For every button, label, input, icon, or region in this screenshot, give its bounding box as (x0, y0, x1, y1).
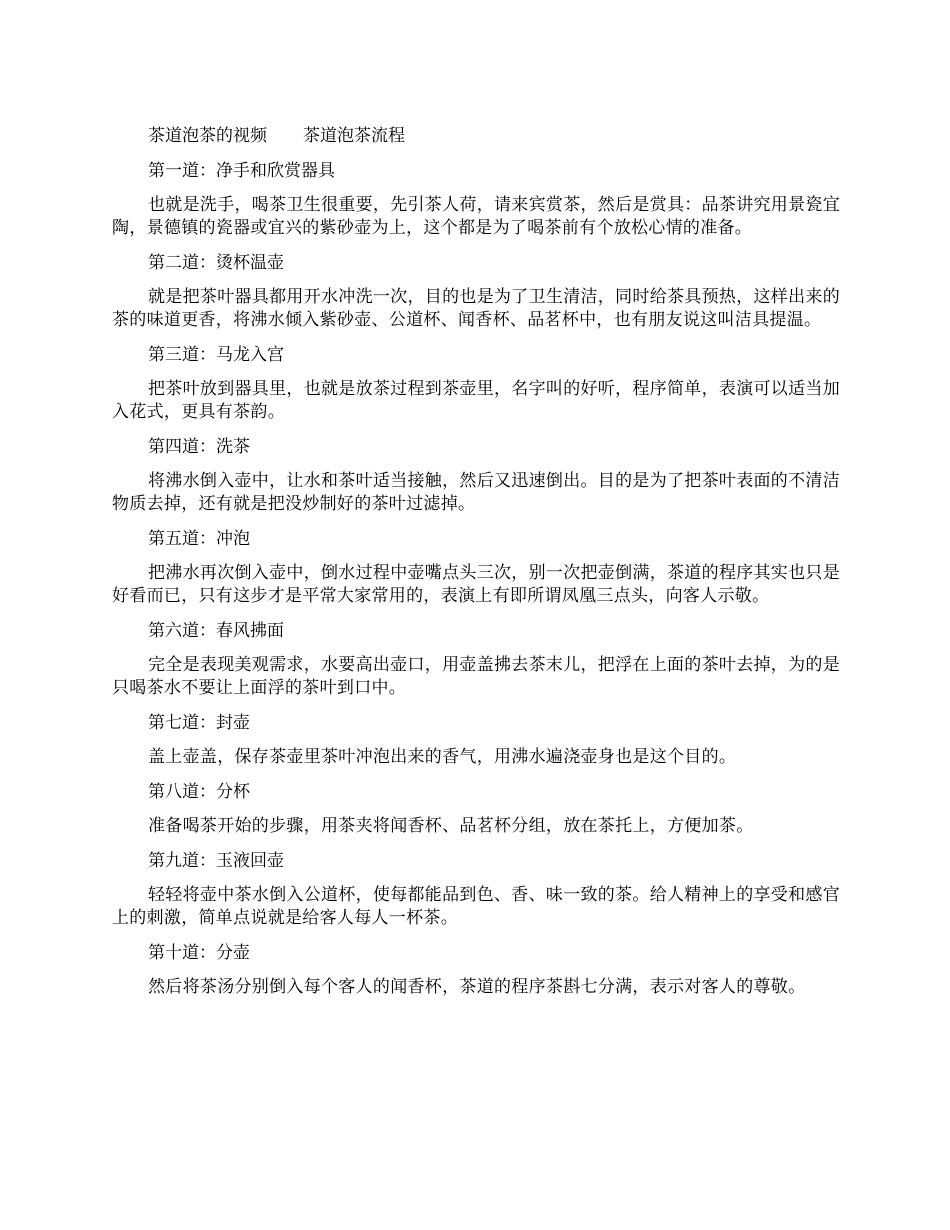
document-title (112, 124, 840, 148)
step-7-heading: 第七道：封壶 (148, 713, 250, 733)
step-9-heading: 第九道：玉液回壶 (148, 851, 284, 871)
title-right: 茶道泡茶流程 (303, 126, 405, 146)
step-6-heading: 第六道：春风拂面 (148, 621, 284, 641)
step-3-heading: 第三道：马龙入宫 (148, 345, 284, 365)
step-10-body: 然后将茶汤分别倒入每个客人的闻香杯，茶道的程序茶斟七分满，表示对客人的尊敬。 (148, 977, 806, 997)
step-8-heading: 第八道：分杯 (148, 782, 250, 802)
step-1-body: 也就是洗手，喝茶卫生很重要，先引茶人荷，请来宾赏茶，然后是赏具：品茶讲究用景瓷宜陶，景德镇的瓷器或宜兴的紫砂壶为上，这个都是为了喝茶前有个放松心情的准备。 (112, 195, 840, 238)
step-3-body: 把茶叶放到器具里，也就是放茶过程到茶壶里，名字叫的好听，程序简单，表演可以适当加入花式，更具有茶韵。 (112, 379, 840, 422)
step-2-body: 就是把茶叶器具都用开水冲洗一次，目的也是为了卫生清洁，同时给茶具预热，这样出来的茶的味道更香，将沸水倾入紫砂壶、公道杯、闻香杯、品茗杯中，也有朋友说这叫洁具提温。 (112, 287, 840, 330)
step-7-body: 盖上壶盖，保存茶壶里茶叶冲泡出来的香气，用沸水遍浇壶身也是这个目的。 (148, 747, 737, 767)
step-1-heading: 第一道：净手和欣赏器具 (148, 161, 335, 181)
title-left: 茶道泡茶的视频 (148, 126, 267, 146)
step-5-body: 把沸水再次倒入壶中，倒水过程中壶嘴点头三次，别一次把壶倒满，茶道的程序其实也只是好看而已，只有这步才是平常大家常用的，表演上有即所谓凤凰三点头，向客人示敬。 (112, 563, 840, 606)
step-4-heading: 第四道：洗茶 (148, 437, 250, 457)
step-4-body: 将沸水倒入壶中，让水和茶叶适当接触，然后又迅速倒出。目的是为了把茶叶表面的不清洁物质去掉，还有就是把没炒制好的茶叶过滤掉。 (112, 471, 840, 514)
step-8-body: 准备喝茶开始的步骤，用茶夹将闻香杯、品茗杯分组，放在茶托上，方便加茶。 (148, 816, 754, 836)
step-5-heading: 第五道：冲泡 (148, 529, 250, 549)
step-2-heading: 第二道：烫杯温壶 (148, 253, 284, 273)
step-10-heading: 第十道：分壶 (148, 943, 250, 963)
step-9-body: 轻轻将壶中茶水倒入公道杯，使每都能品到色、香、味一致的茶。给人精神上的享受和感官上的刺激，简单点说就是给客人每人一杯茶。 (112, 885, 840, 928)
document-page (112, 124, 840, 1010)
step-6-body: 完全是表现美观需求，水要高出壶口，用壶盖拂去茶末儿，把浮在上面的茶叶去掉，为的是只喝茶水不要让上面浮的茶叶到口中。 (112, 655, 840, 698)
